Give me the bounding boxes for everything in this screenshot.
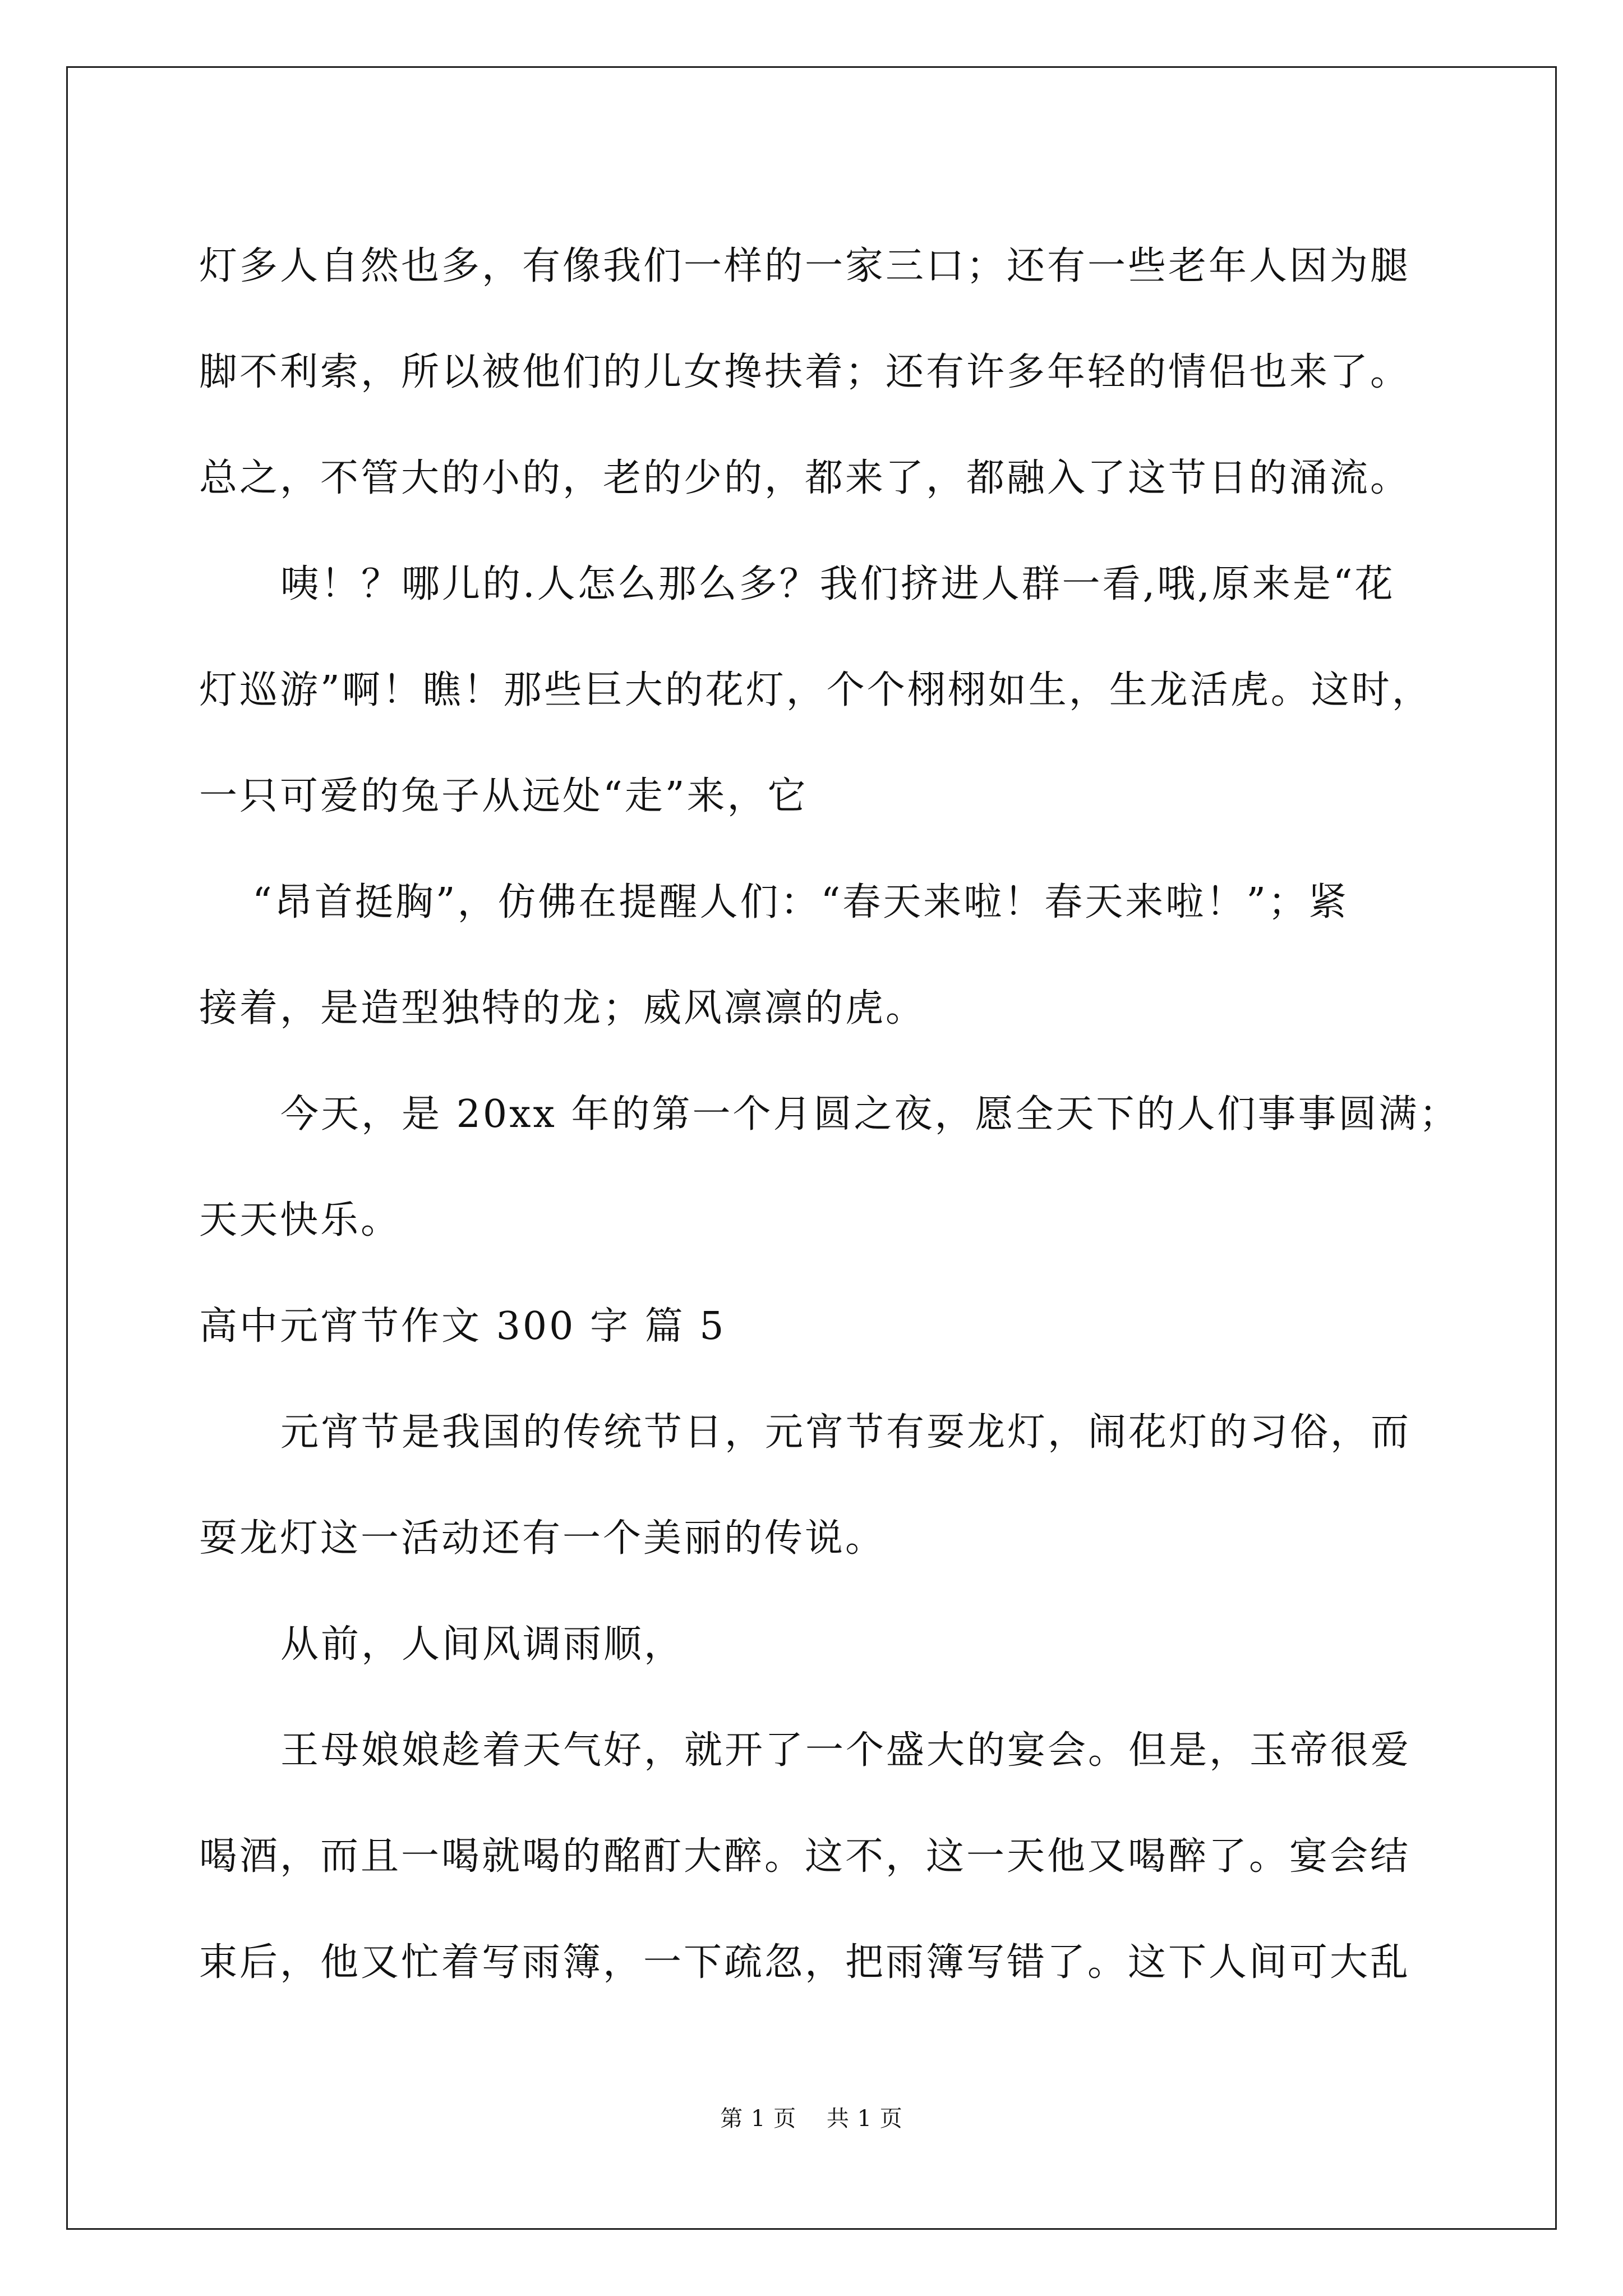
paragraph-line: “昂首挺胸”，仿佛在提醒人们：“春天来啦！春天来啦！”；紧 xyxy=(252,880,1349,924)
paragraph-line: 喝酒，而且一喝就喝的酩酊大醉。这不，这一天他又喝醉了。宴会结 xyxy=(199,1834,1411,1879)
paragraph-line: 从前，人间风调雨顺， xyxy=(280,1622,685,1667)
paragraph-line: 灯巡游”啊！瞧！那些巨大的花灯，个个栩栩如生，生龙活虎。这时， xyxy=(199,668,1432,712)
paragraph-line: 接着，是造型独特的龙；威风凛凛的虎。 xyxy=(199,986,926,1030)
paragraph-line: 耍龙灯这一活动还有一个美丽的传说。 xyxy=(199,1516,886,1561)
page-footer xyxy=(0,2101,1623,2133)
paragraph-line: 今天，是 20xx 年的第一个月圆之夜，愿全天下的人们事事圆满； xyxy=(280,1092,1460,1137)
paragraph-line: 一只可爱的兔子从远处“走”来，它 xyxy=(199,774,808,818)
paragraph-line: 咦！？哪儿的.人怎么那么多？我们挤进人群一看,哦,原来是“花 xyxy=(280,562,1395,606)
page-number: 第 1 页 xyxy=(720,2106,797,2132)
paragraph-line: 王母娘娘趁着天气好，就开了一个盛大的宴会。但是，玉帝很爱 xyxy=(280,1728,1412,1773)
paragraph-line: 总之，不管大的小的，老的少的，都来了，都融入了这节日的涌流。 xyxy=(199,456,1411,500)
paragraph-line: 元宵节是我国的传统节日，元宵节有耍龙灯，闹花灯的习俗，而 xyxy=(280,1410,1412,1455)
document-body xyxy=(199,213,1460,2016)
page-total: 共 1 页 xyxy=(826,2106,903,2132)
paragraph-line: 天天快乐。 xyxy=(199,1198,402,1243)
paragraph-line: 束后，他又忙着写雨簿，一下疏忽，把雨簿写错了。这下人间可大乱 xyxy=(199,1940,1411,1985)
paragraph-line: 灯多人自然也多，有像我们一样的一家三口；还有一些老年人因为腿 xyxy=(199,244,1411,288)
paragraph-line: 脚不利索，所以被他们的儿女搀扶着；还有许多年轻的情侣也来了。 xyxy=(199,350,1411,394)
section-heading: 高中元宵节作文 300 字 篇 5 xyxy=(199,1304,726,1349)
